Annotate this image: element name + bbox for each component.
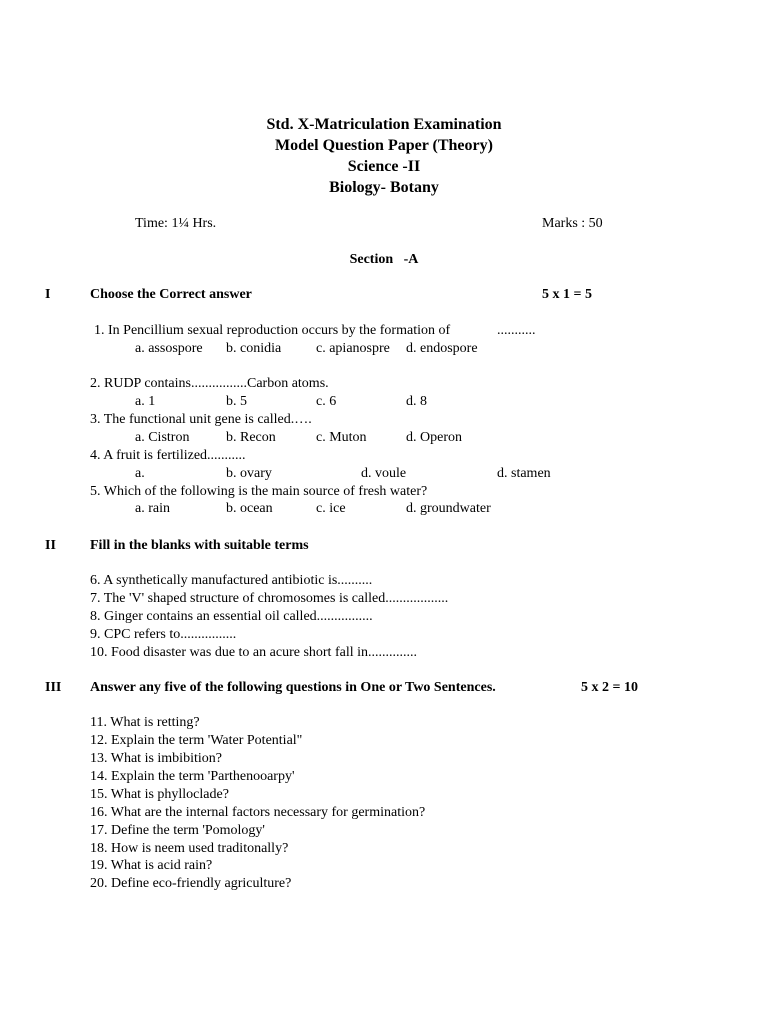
option: d. Operon [406, 430, 462, 445]
question-text: 1. In Pencillium sexual reproduction occurs by the formation of [94, 323, 451, 338]
list-item: 12. Explain the term 'Water Potential" [90, 733, 303, 748]
list-item: 11. What is retting? [90, 715, 200, 730]
list-item: 16. What are the internal factors necessary for germination? [90, 805, 426, 820]
list-item: 9. CPC refers to................ [90, 627, 237, 642]
list-item: 8. Ginger contains an essential oil called................ [90, 609, 373, 624]
option: c. 6 [316, 394, 337, 409]
list-item: 18. How is neem used traditonally? [90, 841, 289, 856]
option: a. Cistron [135, 430, 190, 445]
part-heading: Answer any five of the following questions in One or Two Sentences. [90, 680, 496, 695]
list-item: 13. What is imbibition? [90, 751, 222, 766]
list-item: 7. The 'V' shaped structure of chromosomes is called.................. [90, 591, 449, 606]
total-marks: Marks : 50 [542, 216, 603, 231]
question-text: 2. RUDP contains................Carbon atoms. [90, 376, 329, 391]
list-item: 17. Define the term 'Pomology' [90, 823, 265, 838]
list-item: 19. What is acid rain? [90, 858, 213, 873]
question-text: 5. Which of the following is the main source of fresh water? [90, 484, 428, 499]
option: d. stamen [497, 466, 551, 481]
time-allowed: Time: 1¼ Hrs. [135, 216, 217, 231]
section-title: Section -A [349, 252, 419, 267]
part-score: 5 x 1 = 5 [542, 287, 592, 302]
list-item: 10. Food disaster was due to an acure short fall in.............. [90, 645, 417, 660]
subject: Science -II [347, 158, 421, 175]
option: b. ocean [226, 501, 273, 516]
option: c. apianospre [316, 341, 390, 356]
option: a. rain [135, 501, 170, 516]
part-score: 5 x 2 = 10 [581, 680, 638, 695]
option: d. voule [361, 466, 407, 481]
list-item: 20. Define eco-friendly agriculture? [90, 876, 292, 891]
question-text: 4. A fruit is fertilized........... [90, 448, 246, 463]
option: b. 5 [226, 394, 247, 409]
part-numeral: I [45, 287, 51, 302]
option: d. 8 [406, 394, 427, 409]
part-numeral: II [45, 538, 56, 553]
option: c. ice [316, 501, 346, 516]
option: b. Recon [226, 430, 276, 445]
option: a. assospore [135, 341, 203, 356]
question-blank: ........... [497, 323, 536, 338]
option: d. groundwater [406, 501, 491, 516]
list-item: 6. A synthetically manufactured antibiotic is.......... [90, 573, 373, 588]
part-numeral: III [45, 680, 62, 695]
list-item: 15. What is phylloclade? [90, 787, 229, 802]
part-heading: Choose the Correct answer [90, 287, 252, 302]
part-heading: Fill in the blanks with suitable terms [90, 538, 309, 553]
list-item: 14. Explain the term 'Parthenooarpy' [90, 769, 295, 784]
paper-type: Model Question Paper (Theory) [275, 137, 493, 154]
option: a. [135, 466, 145, 481]
question-text: 3. The functional unit gene is called.…. [90, 412, 312, 427]
option: b. ovary [226, 466, 272, 481]
exam-title: Std. X-Matriculation Examination [266, 116, 502, 133]
option: b. conidia [226, 341, 282, 356]
option: c. Muton [316, 430, 367, 445]
sub-subject: Biology- Botany [329, 179, 439, 196]
option: a. 1 [135, 394, 156, 409]
option: d. endospore [406, 341, 478, 356]
